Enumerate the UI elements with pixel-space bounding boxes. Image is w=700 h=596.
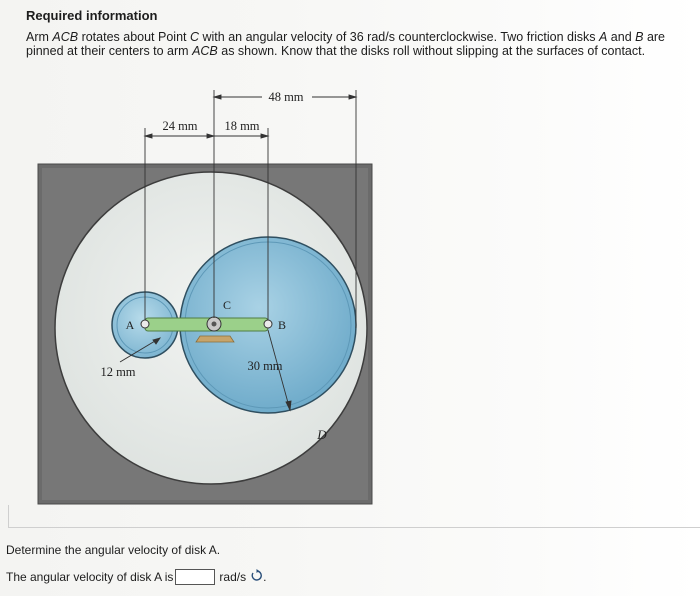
problem-text-4: and (607, 30, 636, 44)
problem-text-2: rotates about Point (78, 30, 190, 44)
dimension-12mm: 12 mm (100, 365, 136, 379)
arm-name: ACB (52, 30, 79, 44)
pin-a (141, 320, 149, 328)
problem-text-1: Arm (26, 30, 53, 44)
problem-text-6: as shown. Know that the disks roll without slipping at the surfaces of contact. (217, 44, 646, 58)
dimension-18mm: 18 mm (224, 119, 260, 133)
answer-row (6, 569, 266, 585)
problem-text-5: are pinned at their centers to arm (26, 30, 666, 58)
dimension-24mm: 24 mm (162, 119, 198, 133)
divider-corner (8, 505, 9, 527)
required-information-title: Required information (26, 8, 158, 23)
answer-unit: rad/s (219, 570, 247, 584)
answer-prefix: The angular velocity of disk A is (6, 570, 174, 584)
angular-velocity-input[interactable] (175, 569, 215, 585)
point-name: C (189, 30, 200, 44)
label-b: B (277, 318, 287, 332)
dimension-48mm: 48 mm (268, 90, 304, 104)
pin-b (264, 320, 272, 328)
pin-base (196, 336, 234, 342)
answer-suffix: . (263, 570, 267, 584)
label-d: D (317, 427, 327, 442)
label-a: A (125, 318, 135, 332)
disk-a-name: A (598, 30, 608, 44)
arm-name-2: ACB (192, 44, 218, 58)
arm-acb (145, 318, 268, 331)
counterclockwise-arrow-icon (250, 569, 263, 585)
problem-text-3: with an angular velocity of 36 rad/s counterclockwise. Two friction disks (199, 30, 599, 44)
dimension-30mm: 30 mm (247, 359, 283, 373)
disk-b-name: B (635, 30, 644, 44)
question-text: Determine the angular velocity of disk A. (6, 543, 221, 557)
label-c: C (222, 298, 232, 312)
section-divider (8, 527, 700, 528)
